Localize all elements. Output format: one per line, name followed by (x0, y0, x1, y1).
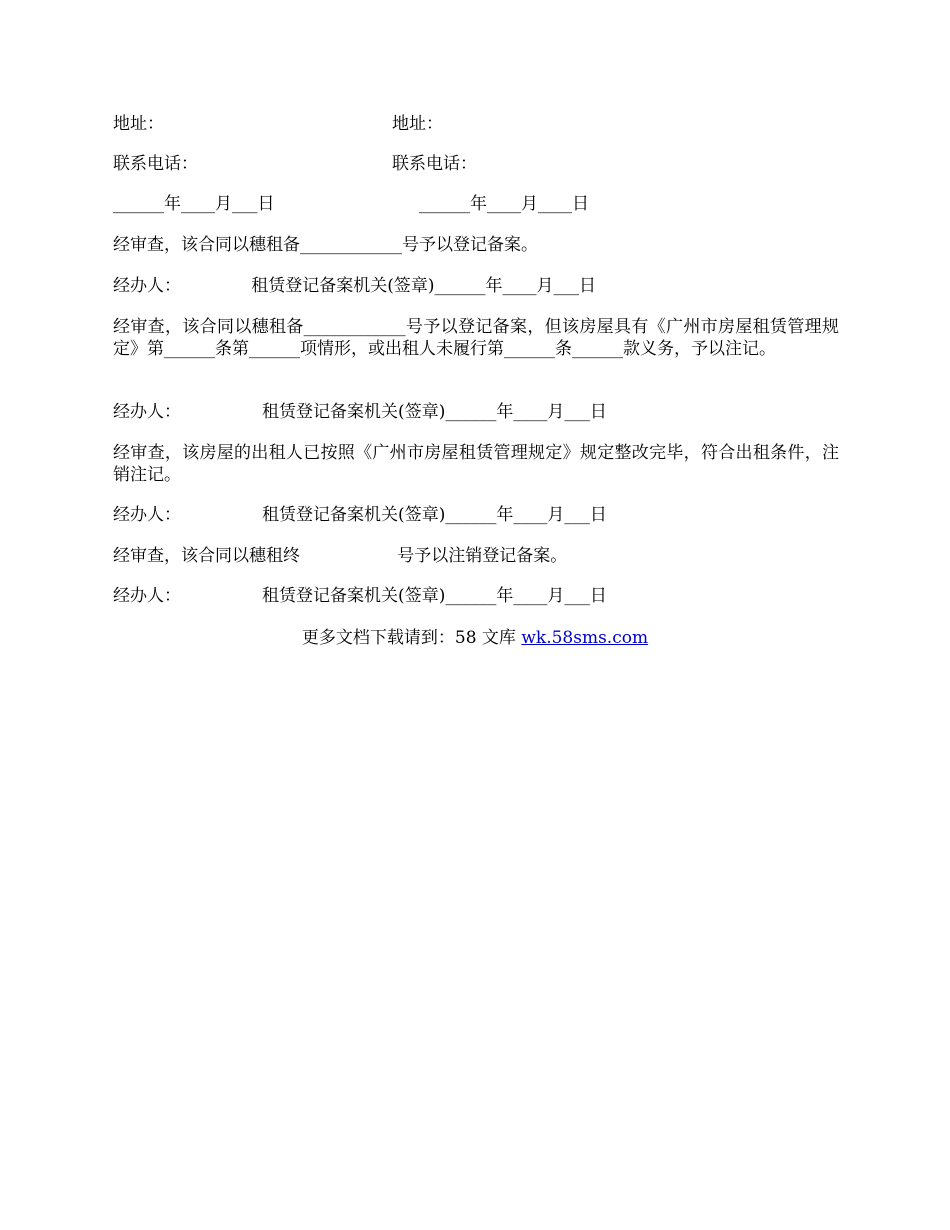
registration-approval-text: 经审查，该合同以穗租备____________号予以登记备案。 (113, 235, 538, 255)
annotation-cancel-signature: 经办人： 租赁登记备案机关(签章)______年____月___日 (113, 505, 607, 525)
annotation-cancel-text: 经审查，该房屋的出租人已按照《广州市房屋租赁管理规定》规定整改完毕，符合出租条件，注销注记。 (113, 443, 839, 485)
left-address-label: 地址： (113, 114, 164, 134)
deregistration-text: 经审查，该合同以穗租终 号予以注销登记备案。 (113, 546, 568, 566)
right-address-label: 地址： (392, 114, 443, 134)
left-phone-label: 联系电话： (113, 154, 198, 174)
footer-link[interactable]: wk.58sms.com (521, 628, 649, 648)
deregistration-signature: 经办人： 租赁登记备案机关(签章)______年____月___日 (113, 586, 607, 606)
left-date-line: ______年____月___日 (113, 194, 275, 214)
footer-prefix: 更多文档下载请到：58 文库 (301, 628, 522, 648)
right-date-line: ______年____月____日 (419, 194, 589, 214)
annotation-signature: 经办人： 租赁登记备案机关(签章)______年____月___日 (113, 402, 607, 422)
right-phone-label: 联系电话： (392, 154, 477, 174)
registration-approval-signature: 经办人： 租赁登记备案机关(签章)______年____月___日 (113, 276, 597, 296)
annotation-text: 经审查，该合同以穗租备____________号予以登记备案，但该房屋具有《广州市房屋租赁管理规定》第______条第______项情形，或出租人未履行第______条______款义务，予以注记。 (113, 317, 839, 359)
footer-note (0, 627, 950, 649)
